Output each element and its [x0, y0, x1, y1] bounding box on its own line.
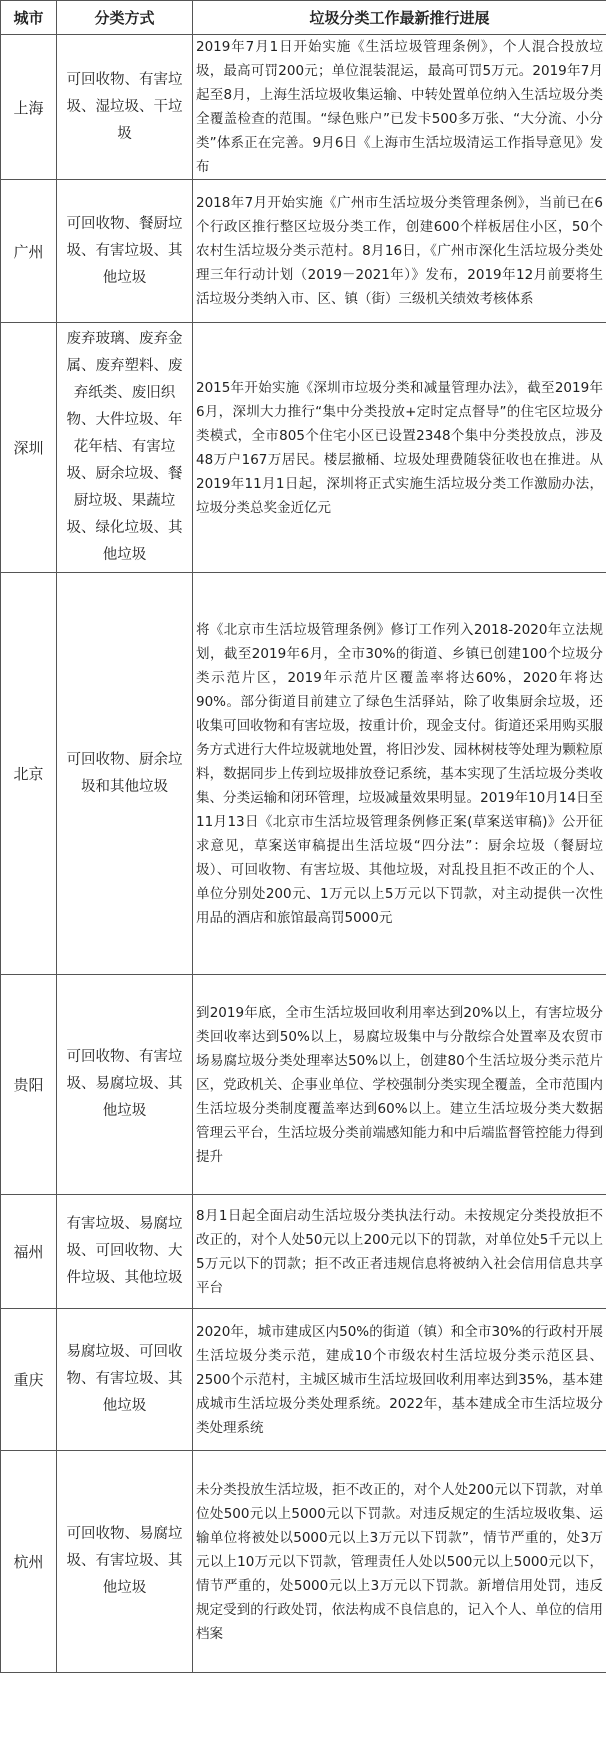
method-cell: 可回收物、餐厨垃圾、有害垃圾、其他垃圾 — [57, 180, 193, 323]
progress-cell: 未分类投放生活垃圾，拒不改正的，对个人处200元以下罚款，对单位处500元以上5000元以下罚款。对违反规定的生活垃圾收集、运输单位将被处以5000元以上3万元以下罚款”，情节严重的，处3万元以上10万元以下罚款，管理责任人处以500元以上5000元以下，情节严重的，处5000元以上3万元以下罚款。新增信用处罚，违反规定受到的行政处罚，依法构成不良信息的，记入个人、单位的信用档案 — [193, 1451, 606, 1673]
method-cell: 可回收物、有害垃圾、易腐垃圾、其他垃圾 — [57, 975, 193, 1195]
progress-cell: 2015年开始实施《深圳市垃圾分类和减量管理办法》，截至2019年6月，深圳大力推行“集中分类投放+定时定点督导”的住宅区垃圾分类模式，全市805个住宅小区已设置2348个集中分类投放点，涉及48万户167万居民。楼层撤桶、垃圾处理费随袋征收也在推进。从2019年11月1日起，深圳将正式实施生活垃圾分类工作激励办法，垃圾分类总奖金近亿元 — [193, 323, 606, 573]
header-city: 城市 — [1, 1, 57, 35]
city-cell: 深圳 — [1, 323, 57, 573]
method-cell: 可回收物、厨余垃圾和其他垃圾 — [57, 573, 193, 975]
city-cell: 福州 — [1, 1195, 57, 1309]
table-row-fuzhou — [1, 1195, 606, 1309]
city-cell: 广州 — [1, 180, 57, 323]
progress-cell: 到2019年底，全市生活垃圾回收利用率达到20%以上，有害垃圾分类回收率达到50%以上，易腐垃圾集中与分散综合处置率及农贸市场易腐垃圾分类处理率达50%以上，创建80个生活垃圾分类示范片区，党政机关、企事业单位、学校强制分类实现全覆盖，全市范围内生活垃圾分类制度覆盖率达到60%以上。建立生活垃圾分类大数据管理云平台，生活垃圾分类前端感知能力和中后端监督管控能力得到提升 — [193, 975, 606, 1195]
table-row-chongqing — [1, 1309, 606, 1451]
city-cell: 贵阳 — [1, 975, 57, 1195]
progress-cell: 8月1日起全面启动生活垃圾分类执法行动。未按规定分类投放拒不改正的，对个人处50元以上200元以下的罚款，对单位处5千元以上5万元以下的罚款；拒不改正者违规信息将被纳入社会信用信息共享平台 — [193, 1195, 606, 1309]
progress-cell: 2020年，城市建成区内50%的街道（镇）和全市30%的行政村开展生活垃圾分类示范，建成10个市级农村生活垃圾分类示范区县、2500个示范村，主城区城市生活垃圾回收利用率达到35%，基本建成城市生活垃圾分类处理系统。2022年，基本建成全市生活垃圾分类处理系统 — [193, 1309, 606, 1451]
table-row-guangzhou — [1, 180, 606, 323]
header-progress: 垃圾分类工作最新推行进展 — [193, 1, 606, 35]
method-cell: 易腐垃圾、可回收物、有害垃圾、其他垃圾 — [57, 1309, 193, 1451]
city-cell: 上海 — [1, 35, 57, 180]
table-row-hangzhou — [1, 1451, 606, 1673]
method-cell: 可回收物、有害垃圾、湿垃圾、干垃圾 — [57, 35, 193, 180]
method-cell: 废弃玻璃、废弃金属、废弃塑料、废弃纸类、废旧织物、大件垃圾、年花年桔、有害垃圾、厨余垃圾、餐厨垃圾、果蔬垃圾、绿化垃圾、其他垃圾 — [57, 323, 193, 573]
progress-cell: 2018年7月开始实施《广州市生活垃圾分类管理条例》，当前已在6个行政区推行整区垃圾分类工作，创建600个样板居住小区，50个农村生活垃圾分类示范村。8月16日，《广州市深化生活垃圾分类处理三年行动计划（2019－2021年）》发布，2019年12月前要将生活垃圾分类纳入市、区、镇（街）三级机关绩效考核体系 — [193, 180, 606, 323]
city-cell: 北京 — [1, 573, 57, 975]
progress-cell: 将《北京市生活垃圾管理条例》修订工作列入2018-2020年立法规划，截至2019年6月，全市30%的街道、乡镇已创建100个垃圾分类示范片区，2019年示范片区覆盖率将达60%，2020年将达90%。部分街道目前建立了绿色生活驿站，除了收集厨余垃圾，还收集可回收物和有害垃圾，按重计价，现金支付。街道还采用购买服务方式进行大件垃圾就地处置，将旧沙发、园林树枝等处理为颗粒原料，数据同步上传到垃圾排放登记系统，基本实现了生活垃圾分类收集、分类运输和闭环管理，垃圾减量效果明显。2019年10月14日至11月13日《北京市生活垃圾管理条例修正案(草案送审稿)》公开征求意见，草案送审稿提出生活垃圾“四分法”：厨余垃圾（餐厨垃圾）、可回收物、有害垃圾、其他垃圾，对乱投且拒不改正的个人、单位分别处200元、1万元以上5万元以下罚款，对主动提供一次性用品的酒店和旅馆最高罚5000元 — [193, 573, 606, 975]
table-row-guiyang — [1, 975, 606, 1195]
table-row-shanghai — [1, 35, 606, 180]
table-header-row — [1, 1, 606, 35]
table-row-beijing — [1, 573, 606, 975]
table-row-shenzhen — [1, 323, 606, 573]
progress-cell: 2019年7月1日开始实施《生活垃圾管理条例》，个人混合投放垃圾，最高可罚200元；单位混装混运，最高可罚5万元。2019年7月起至8月，上海生活垃圾收集运输、中转处置单位纳入生活垃圾分类全覆盖检查的范围。“绿色账户”已发卡500多万张、“大分流、小分类”体系正在完善。9月6日《上海市生活垃圾清运工作指导意见》发布 — [193, 35, 606, 180]
method-cell: 有害垃圾、易腐垃圾、可回收物、大件垃圾、其他垃圾 — [57, 1195, 193, 1309]
header-method: 分类方式 — [57, 1, 193, 35]
method-cell: 可回收物、易腐垃圾、有害垃圾、其他垃圾 — [57, 1451, 193, 1673]
city-cell: 杭州 — [1, 1451, 57, 1673]
city-cell: 重庆 — [1, 1309, 57, 1451]
